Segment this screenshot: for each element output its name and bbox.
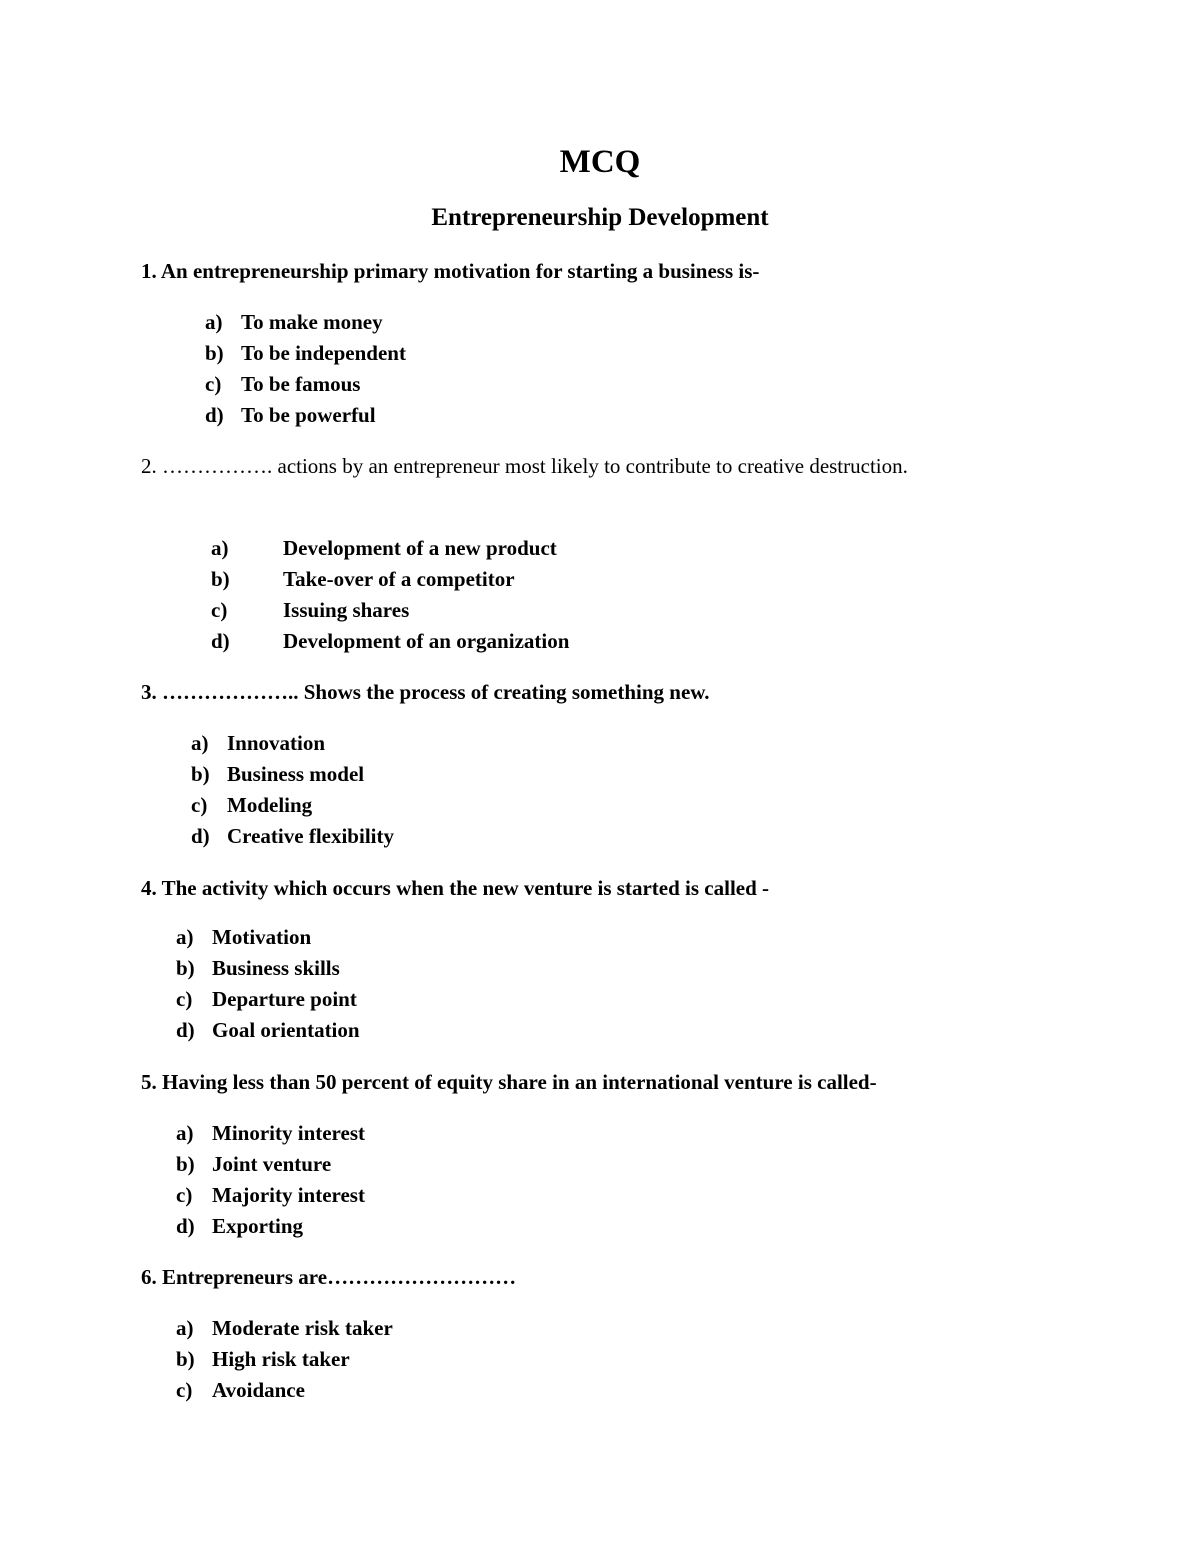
option-text: Development of a new product — [283, 536, 557, 560]
question-text: Entrepreneurs are……………………… — [162, 1265, 517, 1289]
option-text: Creative flexibility — [227, 824, 394, 848]
option-letter: c) — [176, 1183, 193, 1207]
option-text: Development of an organization — [283, 629, 570, 653]
option-text: Exporting — [212, 1214, 304, 1238]
question-number: 2. — [141, 454, 157, 478]
option-letter: d) — [211, 629, 230, 653]
option-text: Business skills — [212, 956, 340, 980]
option-text: Issuing shares — [283, 598, 410, 622]
option-text: Departure point — [212, 987, 357, 1011]
option-text: Goal orientation — [212, 1018, 360, 1042]
question-number: 4. — [141, 876, 157, 900]
option-letter: d) — [176, 1214, 195, 1238]
option-letter: a) — [176, 1121, 194, 1145]
option-letter: a) — [176, 1316, 194, 1340]
question-2 — [141, 451, 1061, 482]
option-letter: c) — [205, 372, 222, 396]
option-letter: c) — [191, 793, 208, 817]
option-letter: d) — [191, 824, 210, 848]
option-text: Take-over of a competitor — [283, 567, 515, 591]
question-6 — [141, 1262, 1061, 1293]
option-letter: a) — [176, 925, 194, 949]
question-text: The activity which occurs when the new venture is started is called - — [161, 876, 770, 900]
option-text: Avoidance — [212, 1378, 305, 1402]
option-text: Motivation — [212, 925, 312, 949]
option-letter: b) — [176, 956, 195, 980]
option-text: High risk taker — [212, 1347, 350, 1371]
option-text: Innovation — [227, 731, 326, 755]
option-text: Joint venture — [212, 1152, 332, 1176]
option-letter: a) — [205, 310, 223, 334]
question-3 — [141, 677, 1061, 708]
option-letter: d) — [176, 1018, 195, 1042]
question-text: An entrepreneurship primary motivation for starting a business is- — [160, 259, 760, 283]
question-number: 3. — [141, 680, 157, 704]
question-text: ……………….. Shows the process of creating something new. — [162, 680, 710, 704]
question-number: 6. — [141, 1265, 157, 1289]
question-number: 1. — [141, 259, 157, 283]
option-text: Modeling — [227, 793, 313, 817]
option-letter: d) — [205, 403, 224, 427]
question-text: Having less than 50 percent of equity share in an international venture is called- — [162, 1070, 877, 1094]
question-1 — [141, 256, 1061, 287]
option-text: Minority interest — [212, 1121, 365, 1145]
option-letter: b) — [211, 567, 230, 591]
option-text: To be independent — [241, 341, 406, 365]
question-number: 5. — [141, 1070, 157, 1094]
question-5 — [141, 1067, 1061, 1098]
question-4 — [141, 873, 1061, 904]
option-letter: c) — [176, 1378, 193, 1402]
option-letter: b) — [191, 762, 210, 786]
page-title: MCQ — [559, 144, 641, 180]
option-letter: b) — [176, 1347, 195, 1371]
option-letter: b) — [176, 1152, 195, 1176]
page-subtitle: Entrepreneurship Development — [431, 204, 769, 231]
option-letter: b) — [205, 341, 224, 365]
option-text: Business model — [227, 762, 365, 786]
option-text: Majority interest — [212, 1183, 365, 1207]
option-letter: c) — [176, 987, 193, 1011]
option-letter: a) — [191, 731, 209, 755]
option-text: To be powerful — [241, 403, 376, 427]
option-letter: a) — [211, 536, 229, 560]
option-text: To make money — [241, 310, 383, 334]
option-letter: c) — [211, 598, 228, 622]
question-text: ……………. actions by an entrepreneur most likely to contribute to creative destruction. — [162, 454, 908, 478]
option-text: To be famous — [241, 372, 361, 396]
option-text: Moderate risk taker — [212, 1316, 393, 1340]
